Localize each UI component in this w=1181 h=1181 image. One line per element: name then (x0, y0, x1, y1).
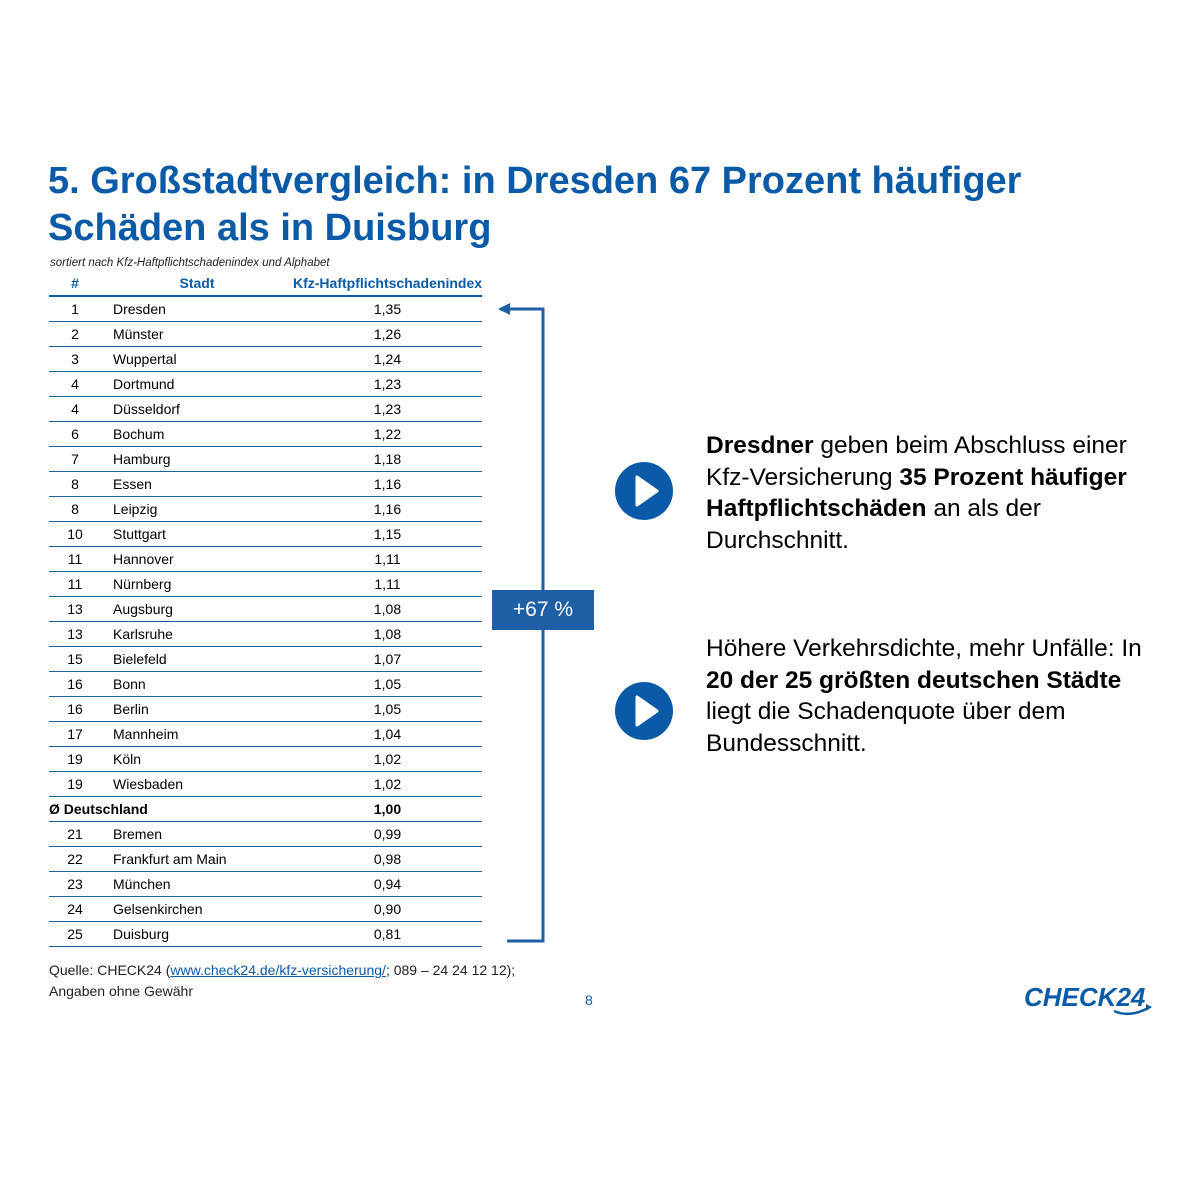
index-cell: 1,16 (293, 497, 482, 522)
rank-cell: 6 (49, 422, 101, 447)
rank-cell: 1 (49, 296, 101, 322)
index-cell: 1,11 (293, 572, 482, 597)
index-cell: 1,23 (293, 372, 482, 397)
city-cell: Düsseldorf (101, 397, 293, 422)
rank-cell: 16 (49, 697, 101, 722)
index-cell: 1,22 (293, 422, 482, 447)
city-cell: München (101, 872, 293, 897)
point1-bold-2: 35 Prozent häufiger Haftpflichtschäden (706, 463, 1127, 522)
city-cell: Mannheim (101, 722, 293, 747)
check24-logo (1022, 980, 1157, 1020)
index-cell: 1,04 (293, 722, 482, 747)
index-cell: 1,16 (293, 472, 482, 497)
average-index: 1,00 (293, 797, 482, 822)
rank-cell: 15 (49, 647, 101, 672)
city-cell: Bremen (101, 822, 293, 847)
index-cell: 1,02 (293, 772, 482, 797)
rank-cell: 21 (49, 822, 101, 847)
rank-cell: 13 (49, 622, 101, 647)
city-cell: Münster (101, 322, 293, 347)
rank-cell: 19 (49, 747, 101, 772)
header-rank: # (49, 271, 101, 296)
rank-cell: 8 (49, 472, 101, 497)
city-cell: Bochum (101, 422, 293, 447)
header-index: Kfz-Haftpflichtschadenindex (293, 271, 482, 296)
city-cell: Duisburg (101, 922, 293, 947)
city-cell: Gelsenkirchen (101, 897, 293, 922)
city-cell: Bielefeld (101, 647, 293, 672)
index-cell: 1,24 (293, 347, 482, 372)
index-cell: 1,18 (293, 447, 482, 472)
index-cell: 0,99 (293, 822, 482, 847)
rank-cell: 8 (49, 497, 101, 522)
index-cell: 1,23 (293, 397, 482, 422)
city-cell: Karlsruhe (101, 622, 293, 647)
source-prefix: Quelle: CHECK24 ( (49, 962, 171, 978)
rank-cell: 11 (49, 547, 101, 572)
point1-text-2: an als der Durchschnitt. (706, 495, 1041, 554)
title-line-2: Schäden als in Duisburg (48, 207, 492, 249)
play-bullet-icon (615, 462, 673, 520)
city-cell: Stuttgart (101, 522, 293, 547)
point2-bold-1: 20 der 25 größten deutschen Städte (706, 666, 1122, 694)
rank-cell: 4 (49, 372, 101, 397)
point2-text-1: Höhere Verkehrsdichte, mehr Unfälle: In (706, 635, 1142, 662)
point1-text-1: geben beim Abschluss einer Kfz-Versicherung (706, 432, 1127, 491)
index-cell: 1,05 (293, 672, 482, 697)
bracket-arrowhead (498, 303, 510, 315)
difference-badge: +67 % (492, 590, 594, 630)
index-cell: 1,15 (293, 522, 482, 547)
rank-cell: 25 (49, 922, 101, 947)
table-sort-note: sortiert nach Kfz-Haftpflichtschadenindex und Alphabet (50, 257, 330, 269)
index-cell: 0,98 (293, 847, 482, 872)
source-suffix: ; 089 – 24 24 12 12); Angaben ohne Gewähr (49, 962, 516, 999)
index-cell: 1,35 (293, 296, 482, 322)
index-cell: 1,05 (293, 697, 482, 722)
source-note (49, 960, 529, 1001)
city-cell: Leipzig (101, 497, 293, 522)
city-cell: Hamburg (101, 447, 293, 472)
index-cell: 0,81 (293, 922, 482, 947)
rank-cell: 23 (49, 872, 101, 897)
rank-cell: 16 (49, 672, 101, 697)
index-cell: 1,26 (293, 322, 482, 347)
index-cell: 1,11 (293, 547, 482, 572)
index-cell: 0,90 (293, 897, 482, 922)
city-cell: Nürnberg (101, 572, 293, 597)
index-cell: 1,08 (293, 597, 482, 622)
rank-cell: 22 (49, 847, 101, 872)
point1-bold-1: Dresdner (706, 432, 814, 459)
key-point-1 (706, 430, 1146, 556)
index-cell: 1,07 (293, 647, 482, 672)
index-cell: 1,02 (293, 747, 482, 772)
city-cell: Wiesbaden (101, 772, 293, 797)
city-cell: Dortmund (101, 372, 293, 397)
page-number: 8 (585, 992, 593, 1008)
logo-swoosh-arrow (1146, 1004, 1152, 1011)
source-link[interactable]: www.check24.de/kfz-versicherung/ (170, 962, 386, 978)
city-cell: Essen (101, 472, 293, 497)
key-point-2 (706, 633, 1146, 759)
play-bullet-icon (615, 682, 673, 740)
logo-text: CHECK24 (1024, 982, 1146, 1012)
rank-cell: 11 (49, 572, 101, 597)
rank-cell: 2 (49, 322, 101, 347)
point2-text-2: liegt die Schadenquote über dem Bundesschnitt. (706, 698, 1066, 757)
city-cell: Dresden (101, 296, 293, 322)
city-cell: Berlin (101, 697, 293, 722)
city-cell: Hannover (101, 547, 293, 572)
city-cell: Augsburg (101, 597, 293, 622)
rank-cell: 7 (49, 447, 101, 472)
rank-cell: 4 (49, 397, 101, 422)
rank-cell: 3 (49, 347, 101, 372)
rank-cell: 10 (49, 522, 101, 547)
average-label: Ø Deutschland (49, 797, 293, 822)
rank-cell: 17 (49, 722, 101, 747)
rank-cell: 24 (49, 897, 101, 922)
rank-cell: 19 (49, 772, 101, 797)
title-line-1: 5. Großstadtvergleich: in Dresden 67 Prozent häufiger (48, 160, 1022, 202)
city-cell: Köln (101, 747, 293, 772)
city-cell: Wuppertal (101, 347, 293, 372)
index-cell: 1,08 (293, 622, 482, 647)
rank-cell: 13 (49, 597, 101, 622)
index-cell: 0,94 (293, 872, 482, 897)
city-cell: Frankfurt am Main (101, 847, 293, 872)
city-cell: Bonn (101, 672, 293, 697)
header-city: Stadt (101, 271, 293, 296)
